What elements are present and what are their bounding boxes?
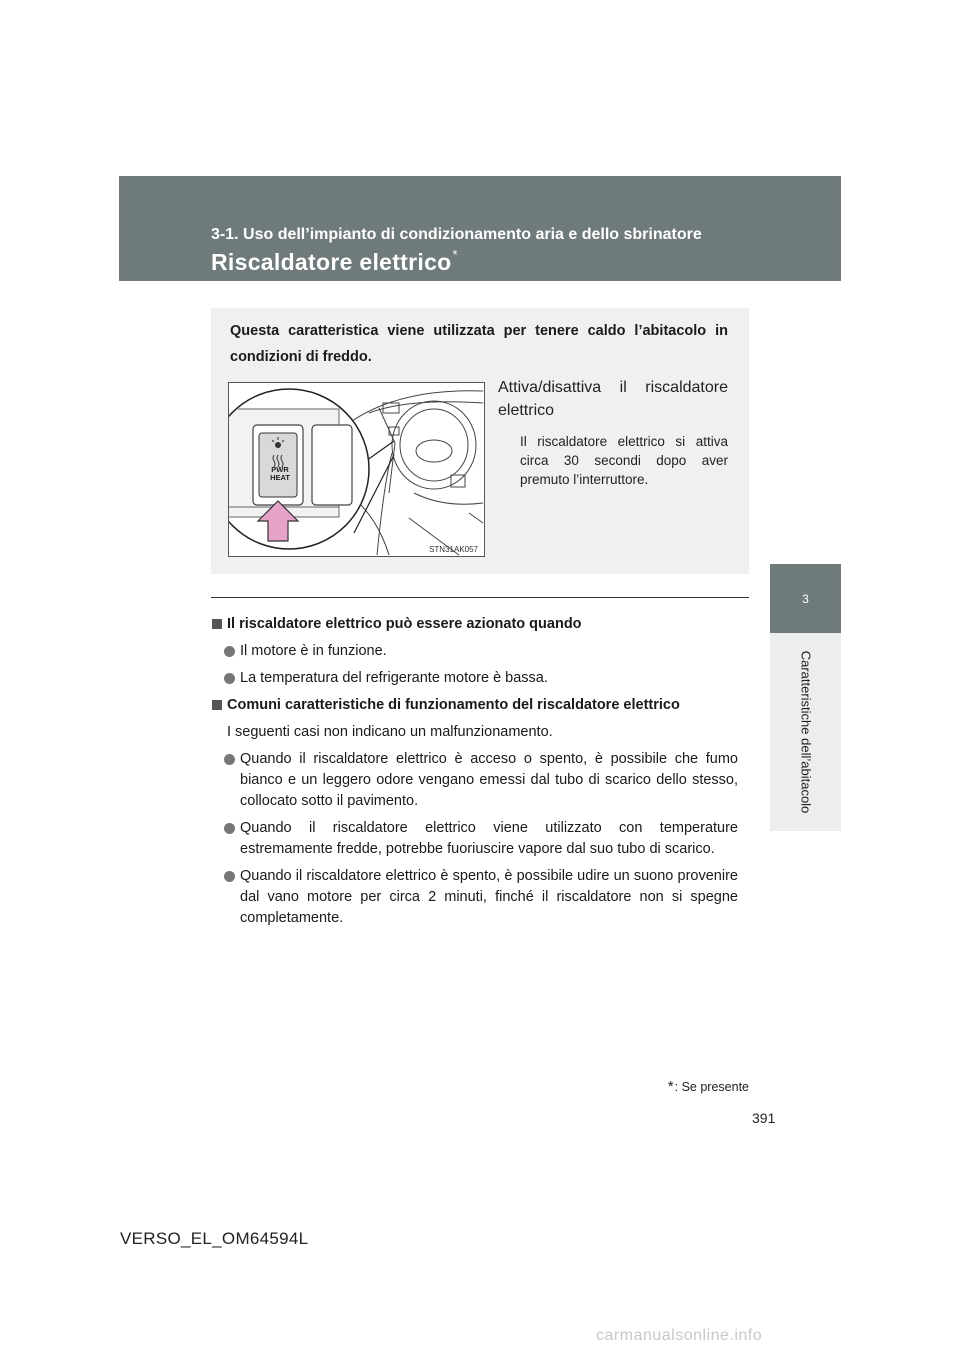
section-heading (211, 695, 738, 716)
section-heading-text: Il riscaldatore elettrico può essere azionato quando (227, 616, 582, 632)
list-item (211, 749, 738, 812)
list-item-text: La temperatura del refrigerante motore è bassa. (240, 670, 548, 686)
list-item (211, 641, 738, 662)
chapter-tab (770, 633, 841, 831)
list-item-text: Quando il riscaldatore elettrico è acceso o spento, è possibile che fumo bianco e un leggero odore vengano emessi dal tubo di scarico dello stesso, collocato sotto il pavimento. (240, 751, 738, 809)
content (211, 614, 738, 935)
section-divider (211, 597, 749, 598)
list-item-text: Il motore è in funzione. (240, 643, 387, 659)
section-label: 3-1. Uso dell’impianto di condizionamento aria e dello sbrinatore (211, 226, 702, 243)
square-bullet-icon (212, 700, 222, 710)
section-heading-text: Comuni caratteristiche di funzionamento del riscaldatore elettrico (227, 697, 680, 713)
page-number: 391 (752, 1110, 776, 1126)
figure-code: STN31AK057 (429, 545, 478, 554)
switch-label (261, 466, 299, 482)
list-item-text: Quando il riscaldatore elettrico è spento, è possibile udire un suono provenire dal vano motore per circa 2 minuti, finché il riscaldatore non si spegne completamente. (240, 868, 738, 926)
list-item (211, 668, 738, 689)
chapter-tab-label: Caratteristiche dell’abitacolo (798, 650, 813, 814)
list-item (211, 866, 738, 929)
page-title-text: Riscaldatore elettrico (211, 249, 452, 275)
dashboard-illustration (228, 382, 485, 557)
section-heading (211, 614, 738, 635)
watermark: carmanualsonline.info (596, 1327, 763, 1344)
intro-text: Questa caratteristica viene utilizzata per tenere caldo l’abitacolo in condizioni di freddo. (230, 323, 728, 365)
page-title (211, 249, 458, 276)
round-bullet-icon (224, 871, 235, 882)
round-bullet-icon (224, 673, 235, 684)
chapter-tab-number: 3 (770, 564, 841, 633)
round-bullet-icon (224, 646, 235, 657)
list-item (211, 818, 738, 860)
asterisk-icon: * (667, 1078, 674, 1095)
round-bullet-icon (224, 823, 235, 834)
document-code: VERSO_EL_OM64594L (120, 1229, 309, 1248)
title-asterisk-icon: * (452, 247, 458, 262)
callout-title: Attiva/disattiva il riscaldatore elettrico (498, 379, 728, 419)
footnote (668, 1078, 749, 1095)
switch-label-line-1: PWR (271, 465, 289, 474)
callout-text: Il riscaldatore elettrico si attiva circa 30 secondi dopo aver premuto l’interruttore. (520, 434, 728, 487)
square-bullet-icon (212, 619, 222, 629)
intro-box (211, 308, 749, 574)
switch-label-line-2: HEAT (270, 473, 290, 482)
round-bullet-icon (224, 754, 235, 765)
list-item-text: Quando il riscaldatore elettrico viene utilizzato con temperature estremamente fredde, potrebbe fuoriuscire vapore dal suo tubo di scarico. (240, 820, 738, 857)
section-note: I seguenti casi non indicano un malfunzionamento. (227, 724, 553, 740)
footnote-text: : Se presente (674, 1080, 749, 1094)
